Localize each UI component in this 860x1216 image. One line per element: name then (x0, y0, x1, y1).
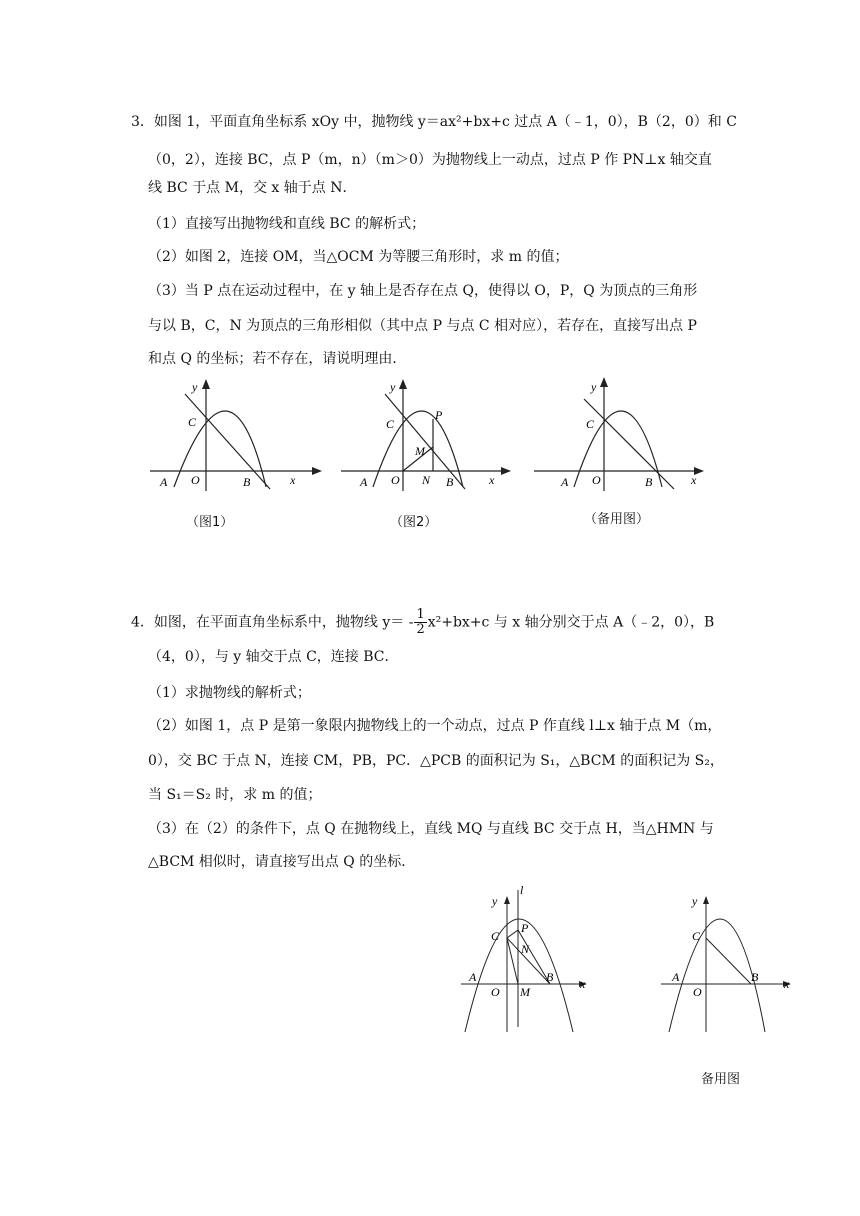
q3-caption-2: （图2） (390, 515, 438, 530)
point-a-label: A (360, 475, 368, 489)
q4-line-5: 0），交 BC 于点 N，连接 CM，PB，PC．△PCB 的面积记为 S₁，△BCM 的面积记为 S₂， (148, 753, 724, 769)
origin-label: O (592, 473, 601, 487)
q3-line-7: 与以 B，C，N 为顶点的三角形相似（其中点 P 与点 C 相对应），若存在，直接写出点 P (148, 318, 697, 334)
point-b-label: B (446, 475, 454, 489)
point-c-label: C (491, 929, 500, 943)
q3-line-6: （3）当 P 点在运动过程中，在 y 轴上是否存在点 Q，使得以 O，P，Q 为顶点的三角形 (148, 283, 698, 299)
q3-figure-2 (335, 375, 525, 495)
q3-figure-1 (140, 375, 330, 495)
q4-line-1 (131, 608, 714, 637)
y-axis-label: y (492, 894, 498, 908)
x-axis-label: x (489, 473, 495, 487)
q4-line-1-end: x²+bx+c 与 x 轴分别交于点 A（﹣2，0），B (427, 614, 715, 631)
q4-line-7: （3）在（2）的条件下，点 Q 在抛物线上，直线 MQ 与直线 BC 交于点 H，当△HMN 与 (148, 821, 714, 837)
point-c-label: C (586, 417, 595, 431)
point-p-label: P (435, 408, 443, 422)
q3-line-3: 线 BC 于点 M，交 x 轴于点 N． (148, 180, 357, 196)
x-axis-label: x (784, 977, 790, 991)
q3-caption-3: （备用图） (584, 512, 650, 527)
q3-line-2: （0，2），连接 BC，点 P（m，n）（m＞0）为抛物线上一动点，过点 P 作 PN⊥x 轴交直 (148, 152, 712, 168)
fraction-denominator: 2 (416, 622, 425, 637)
q3-line-1: 3．如图 1，平面直角坐标系 xOy 中，抛物线 y＝ax²+bx+c 过点 A（﹣1，0），B（2，0）和 C (131, 114, 737, 130)
q4-caption: 备用图 (701, 1072, 741, 1087)
point-p-label: P (521, 921, 529, 935)
q4-line-3: （1）求抛物线的解析式； (148, 685, 311, 701)
q4-line-4: （2）如图 1，点 P 是第一象限内抛物线上的一个动点，过点 P 作直线 l⊥x 轴于点 M（m， (148, 718, 722, 734)
point-m-label: M (415, 444, 425, 458)
q3-line-4: （1）直接写出抛物线和直线 BC 的解析式； (148, 216, 426, 232)
q3-line-8: 和点 Q 的坐标；若不存在，请说明理由． (148, 351, 407, 367)
q4-line-1-start: 4．如图，在平面直角坐标系中，抛物线 y＝ - (131, 614, 414, 631)
y-axis-label: y (591, 380, 597, 394)
x-axis-label: x (691, 473, 697, 487)
point-a-label: A (160, 475, 168, 489)
q3-caption-1: （图1） (186, 515, 234, 530)
y-axis-label: y (692, 894, 698, 908)
origin-label: O (491, 985, 500, 999)
x-axis-label: x (290, 473, 296, 487)
point-m-label: M (520, 985, 530, 999)
fraction-one-half (414, 608, 426, 637)
fraction-numerator: 1 (416, 607, 425, 622)
q4-line-8: △BCM 相似时，请直接写出点 Q 的坐标． (148, 854, 416, 870)
origin-label: O (191, 473, 200, 487)
point-b-label: B (751, 970, 759, 984)
origin-label: O (693, 985, 702, 999)
point-n-label: N (422, 473, 431, 487)
point-c-label: C (386, 417, 395, 431)
origin-label: O (391, 473, 400, 487)
x-axis-label: x (580, 977, 586, 991)
y-axis-label: y (390, 380, 396, 394)
q4-figure-1 (455, 882, 605, 1042)
point-b-label: B (243, 475, 251, 489)
point-c-label: C (692, 929, 701, 943)
y-axis-label: y (192, 380, 198, 394)
q4-line-6: 当 S₁＝S₂ 时，求 m 的值； (148, 787, 322, 803)
q3-figure-spare (528, 375, 718, 495)
point-a-label: A (672, 970, 680, 984)
point-b-label: B (645, 475, 653, 489)
line-l-label: l (520, 883, 524, 897)
q4-figure-spare (655, 882, 805, 1042)
q4-line-2: （4，0），与 y 轴交于点 C，连接 BC． (148, 649, 399, 665)
q3-line-5: （2）如图 2，连接 OM，当△OCM 为等腰三角形时，求 m 的值； (148, 249, 569, 265)
point-n-label: N (521, 942, 530, 956)
point-a-label: A (561, 475, 569, 489)
point-b-label: B (546, 970, 554, 984)
point-c-label: C (188, 415, 197, 429)
point-a-label: A (469, 970, 477, 984)
